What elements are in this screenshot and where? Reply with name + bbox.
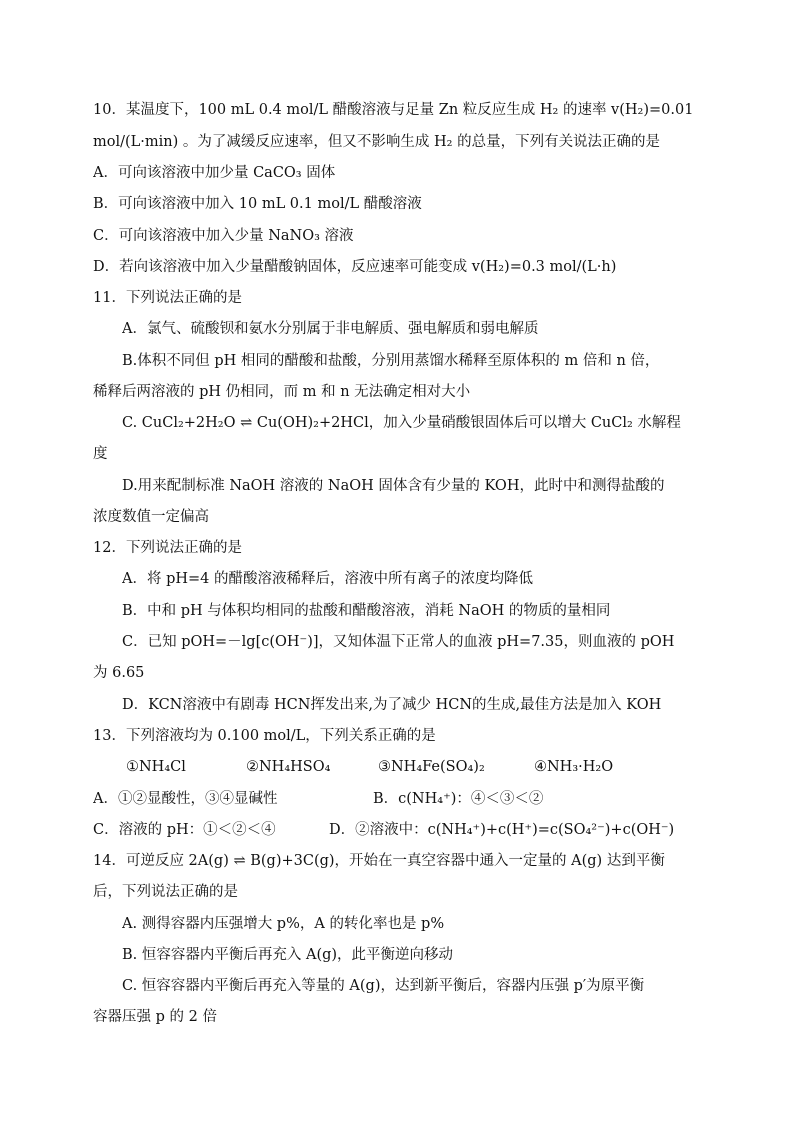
q13-stem: 13．下列溶液均为 0.100 mol/L，下列关系正确的是 <box>93 728 436 744</box>
q14-stem: 14．可逆反应 2A(g) ⇌ B(g)+3C(g)，开始在一真空容器中通入一定量的 A(g) 达到平衡 <box>93 853 665 869</box>
q11-option-c-cont: 度 <box>93 446 108 462</box>
q13-options-cd <box>93 819 703 841</box>
q14-option-c-cont: 容器压强 p 的 2 倍 <box>93 1009 217 1025</box>
q10-stem: 10．某温度下，100 mL 0.4 mol/L 醋酸溶液与足量 Zn 粒反应生成 H₂ 的速率 v(H₂)=0.01 <box>93 102 694 118</box>
q11-option-d: D.用来配制标准 NaOH 溶液的 NaOH 固体含有少量的 KOH，此时中和测得盐酸的 <box>122 478 665 494</box>
q13-options-ab <box>93 788 703 810</box>
q12-option-d: D．KCN溶液中有剧毒 HCN挥发出来,为了减少 HCN的生成,最佳方法是加入 KOH <box>122 697 662 713</box>
q13-item-2: ②NH₄HSO₄ <box>246 759 331 775</box>
q14-stem-cont: 后，下列说法正确的是 <box>93 884 238 900</box>
q10-option-c: C．可向该溶液中加入少量 NaNO₃ 溶液 <box>93 228 354 244</box>
q13-item-4: ④NH₃·H₂O <box>534 759 614 775</box>
q13-option-d: D．②溶液中：c(NH₄⁺)+c(H⁺)=c(SO₄²⁻)+c(OH⁻) <box>329 822 675 838</box>
q11-option-a: A．氯气、硫酸钡和氨水分别属于非电解质、强电解质和弱电解质 <box>122 321 539 337</box>
q10-option-d: D．若向该溶液中加入少量醋酸钠固体，反应速率可能变成 v(H₂)=0.3 mol/(L·h) <box>93 259 617 275</box>
q11-option-b-cont: 稀释后两溶液的 pH 仍相同，而 m 和 n 无法确定相对大小 <box>93 384 471 400</box>
q10-option-a: A．可向该溶液中加少量 CaCO₃ 固体 <box>93 165 336 181</box>
q14-option-c: C. 恒容容器内平衡后再充入等量的 A(g)，达到新平衡后，容器内压强 p′为原平衡 <box>122 978 645 994</box>
q10-option-b: B．可向该溶液中加入 10 mL 0.1 mol/L 醋酸溶液 <box>93 196 422 212</box>
q13-item-3: ③NH₄Fe(SO₄)₂ <box>378 759 485 775</box>
q13-option-a: A．①②显酸性，③④显碱性 <box>93 791 278 807</box>
q14-option-b: B. 恒容容器内平衡后再充入 A(g)，此平衡逆向移动 <box>122 947 454 963</box>
q12-option-b: B．中和 pH 与体积均相同的盐酸和醋酸溶液，消耗 NaOH 的物质的量相同 <box>122 603 611 619</box>
q12-stem: 12．下列说法正确的是 <box>93 540 242 556</box>
q11-option-d-cont: 浓度数值一定偏高 <box>93 509 209 525</box>
q13-option-b: B．c(NH₄⁺)：④＜③＜② <box>373 791 544 807</box>
q11-option-c: C. CuCl₂+2H₂O ⇌ Cu(OH)₂+2HCl，加入少量硝酸银固体后可以增大 CuCl₂ 水解程 <box>122 415 681 431</box>
q11-stem: 11．下列说法正确的是 <box>93 290 242 306</box>
q12-option-a: A．将 pH=4 的醋酸溶液稀释后，溶液中所有离子的浓度均降低 <box>122 571 533 587</box>
q10-stem-cont: mol/(L·min) 。为了减缓反应速率，但又不影响生成 H₂ 的总量，下列有关说法正确的是 <box>93 134 661 150</box>
q13-option-c: C．溶液的 pH：①＜②＜④ <box>93 822 276 838</box>
q13-item-1: ①NH₄Cl <box>126 759 186 775</box>
q11-option-b: B.体积不同但 pH 相同的醋酸和盐酸，分别用蒸馏水稀释至原体积的 m 倍和 n 倍， <box>122 353 660 369</box>
q12-option-c-cont: 为 6.65 <box>93 665 145 681</box>
q12-option-c: C．已知 pOH=－lg[c(OH⁻)]，又知体温下正常人的血液 pH=7.35，则血液的 pOH <box>122 634 675 650</box>
q13-solution-list <box>122 756 703 778</box>
q14-option-a: A. 测得容器内压强增大 p%，A 的转化率也是 p% <box>122 916 445 932</box>
